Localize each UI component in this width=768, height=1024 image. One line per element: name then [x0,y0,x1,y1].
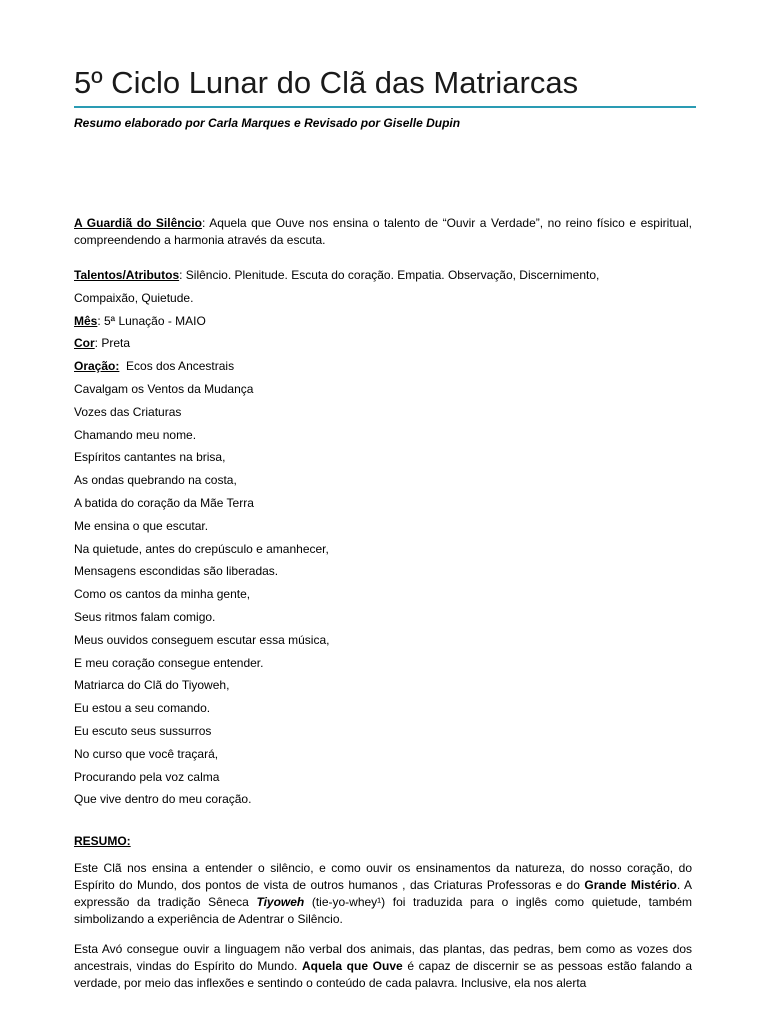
oracao-line [74,355,692,378]
prayer-line: E meu coração consegue entender. [74,655,264,670]
attributes-and-prayer [74,264,692,811]
prayer-line: Matriarca do Clã do Tiyoweh, [74,678,230,693]
p1-text-b: . A expressão da tradição Sêneca [74,878,692,909]
prayer-line: Meus ouvidos conseguem escutar essa música, [74,632,330,647]
talentos-text: : Silêncio. Plenitude. Escuta do coração. Empatia. Observação, Discernimento, [179,268,600,282]
prayer-line: Vozes das Criaturas [74,404,182,419]
prayer-line: Eu estou a seu comando. [74,701,211,716]
intro-text: : Aquela que Ouve nos ensina o talento de “Ouvir a Verdade”, no reino físico e espiritual, compreendendo a harmonia através da escuta. [74,216,692,247]
guardian-label: A Guardiã do Silêncio [74,216,202,230]
p2-bold: Aquela que Ouve [302,959,403,973]
prayer-line: A batida do coração da Mãe Terra [74,495,254,510]
p1-text-c: (tie-yo-whey¹) foi traduzida para o inglês como quietude, também simbolizando a experiência de Adentrar o Silêncio. [74,895,692,926]
prayer-line: Espíritos cantantes na brisa, [74,450,226,465]
document-subtitle: Resumo elaborado por Carla Marques e Revisado por Giselle Dupin [74,116,461,130]
resumo-heading: RESUMO: [74,834,131,848]
talentos-line [74,264,692,287]
p1-text-a: Este Clã nos ensina a entender o silêncio, e como ouvir os ensinamentos da natureza, do nosso coração, do Espírito do Mundo, dos pontos de vista de outros humanos , das Criaturas Professoras e do [74,861,692,892]
prayer-line: Como os cantos da minha gente, [74,587,251,602]
resumo-paragraph-2 [74,941,692,992]
mes-line [74,310,692,333]
p2-text-a: Esta Avó consegue ouvir a linguagem não verbal dos animais, das plantas, das pedras, bem como as vozes dos ancestrais, vindas do Espírito do Mundo. [74,942,692,973]
mes-label: Mês [74,313,98,328]
cor-value: : Preta [94,336,131,351]
prayer-line: As ondas quebrando na costa, [74,473,237,488]
p2-text-b: é capaz de discernir se as pessoas estão falando a verdade, por meio das inflexões e sentindo o conteúdo de cada palavra. Inclusive, ela nos alerta [74,959,692,990]
p1-bold: Grande Mistério [584,878,677,892]
prayer-line: Seus ritmos falam comigo. [74,609,216,624]
oracao-first-line: Ecos dos Ancestrais [119,359,235,374]
p1-italic: Tiyoweh [256,895,305,909]
talentos-label: Talentos/Atributos [74,268,180,282]
talentos-line-continued: Compaixão, Quietude. [74,290,194,305]
prayer-lines [74,378,692,811]
title-divider [74,106,696,108]
prayer-line: Na quietude, antes do crepúsculo e amanhecer, [74,541,329,556]
prayer-line: Cavalgam os Ventos da Mudança [74,381,254,396]
prayer-line: Me ensina o que escutar. [74,518,209,533]
page-title: 5º Ciclo Lunar do Clã das Matriarcas [74,65,579,100]
prayer-line: Mensagens escondidas são liberadas. [74,564,279,579]
mes-value: : 5ª Lunação - MAIO [97,313,206,328]
prayer-line: Que vive dentro do meu coração. [74,792,252,807]
oracao-label: Oração: [74,359,120,374]
intro-paragraph [74,215,692,249]
cor-line [74,332,692,355]
prayer-line: Procurando pela voz calma [74,769,220,784]
prayer-line: No curso que você traçará, [74,746,219,761]
resumo-paragraph-1 [74,860,692,928]
cor-label: Cor [74,336,95,351]
prayer-line: Eu escuto seus sussurros [74,723,212,738]
prayer-line: Chamando meu nome. [74,427,197,442]
